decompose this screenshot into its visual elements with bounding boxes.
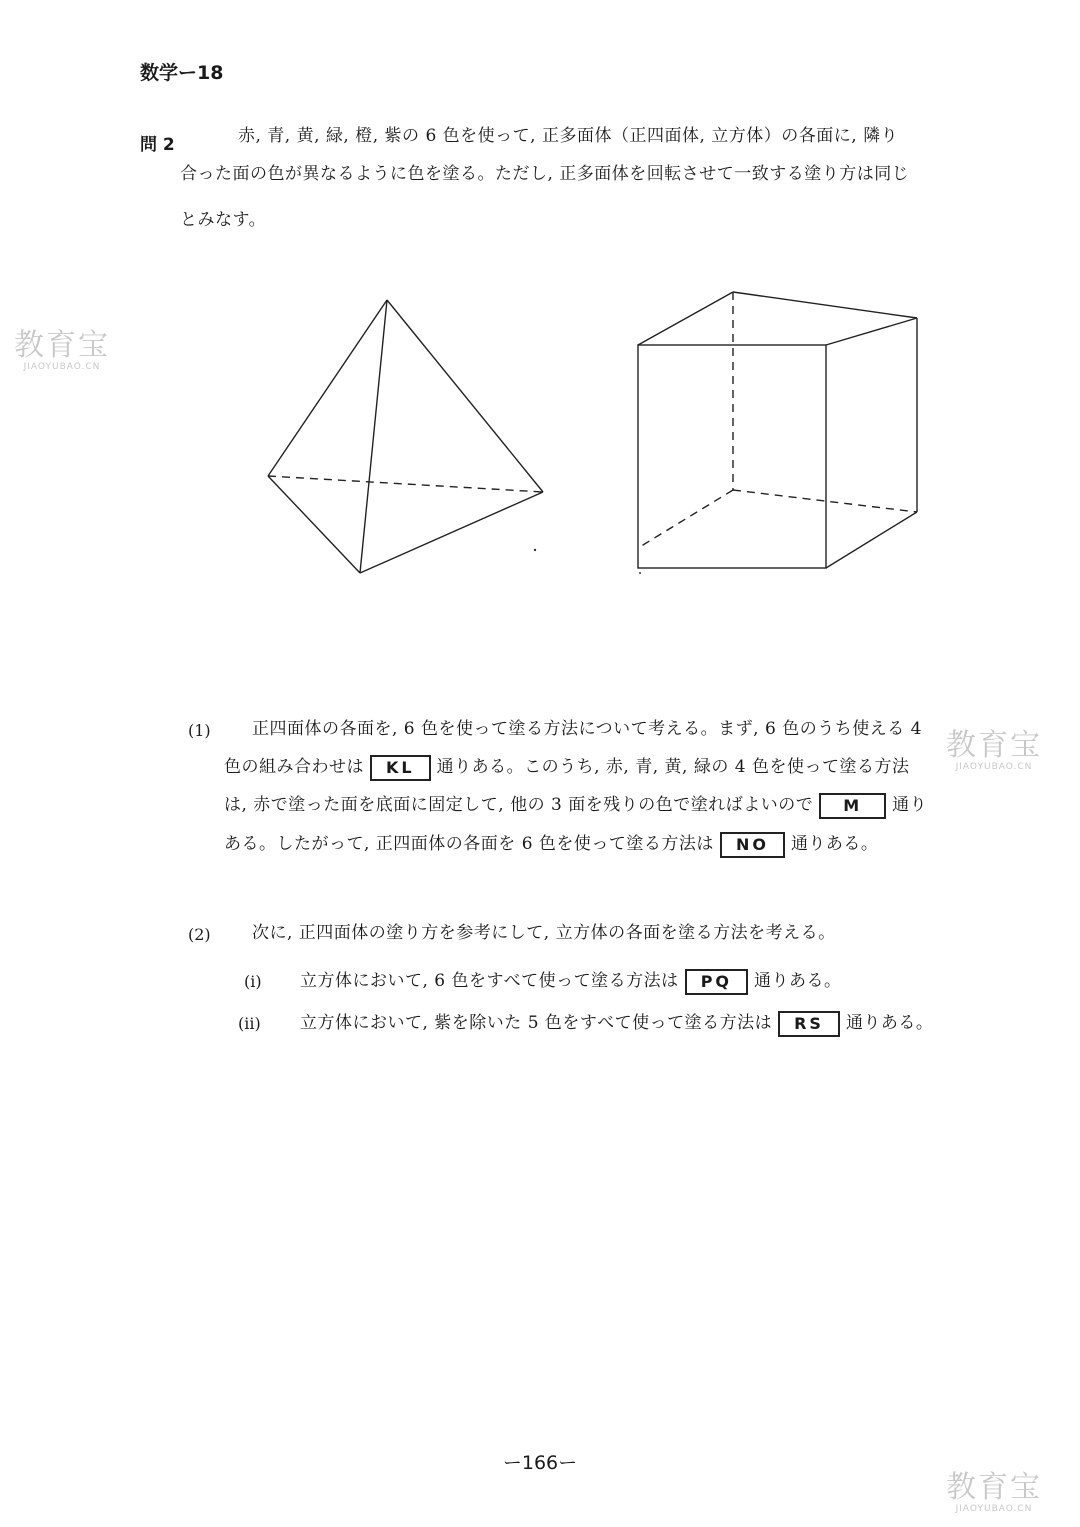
question-line-1: 赤, 青, 黄, 緑, 橙, 紫の 6 色を使って, 正多面体（正四面体, 立方体）の各面に, 隣り [238, 126, 899, 146]
question-label: 問 2 [140, 135, 175, 155]
part2-number: (2) [188, 925, 211, 944]
watermark-name: 教育宝 [14, 328, 110, 363]
part2-intro: 次に, 正四面体の塗り方を参考にして, 立方体の各面を塗る方法を考える。 [252, 923, 836, 943]
part2-i-text-a: 立方体において, 6 色をすべて使って塗る方法は [300, 971, 679, 991]
part2-i-number: (i) [244, 972, 262, 991]
part2-ii-text-b: 通りある。 [845, 1013, 934, 1033]
part2-ii-text-a: 立方体において, 紫を除いた 5 色をすべて使って塗る方法は [300, 1013, 773, 1033]
part2-ii-line [300, 1008, 933, 1037]
answer-box-kl: KL [370, 755, 431, 781]
watermark-name: 教育宝 [946, 728, 1042, 763]
page-header: 数学ー18 [140, 62, 224, 84]
watermark-url: JIAOYUBAO.CN [23, 362, 101, 372]
watermark-right [946, 730, 1042, 772]
part1-line-4-text-a: ある。したがって, 正四面体の各面を 6 色を使って塗る方法は [224, 834, 714, 854]
tetrahedron-figure [268, 300, 543, 573]
watermark-left [14, 330, 110, 372]
part2-ii-number: (ii) [238, 1014, 261, 1033]
watermark-name: 教育宝 [946, 1470, 1042, 1505]
answer-box-rs: RS [778, 1011, 840, 1037]
answer-box-m: M [819, 793, 886, 819]
part2-i-line [300, 966, 842, 995]
watermark-bottom [946, 1472, 1042, 1514]
part1-line-1: 正四面体の各面を, 6 色を使って塗る方法について考える。まず, 6 色のうち使える 4 [252, 719, 922, 739]
part1-line-2 [224, 752, 909, 781]
page-number: ー166ー [502, 1452, 578, 1474]
answer-box-pq: PQ [685, 969, 748, 995]
cube-figure [638, 292, 917, 568]
part2-i-text-b: 通りある。 [754, 971, 842, 991]
part1-line-4-text-b: 通りある。 [790, 834, 879, 854]
question-line-2: 合った面の色が異なるように色を塗る。ただし, 正多面体を回転させて一致する塗り方は同じ [180, 164, 910, 184]
watermark-url: JIAOYUBAO.CN [955, 1504, 1033, 1514]
part1-line-3-text-a: は, 赤で塗った面を底面に固定して, 他の 3 面を残りの色で塗ればよいので [224, 795, 814, 815]
question-line-3: とみなす。 [180, 210, 267, 230]
part1-line-2-text-a: 色の組み合わせは [224, 757, 364, 777]
part1-number: (1) [188, 721, 211, 740]
watermark-url: JIAOYUBAO.CN [955, 762, 1033, 772]
part1-line-2-text-b: 通りある。このうち, 赤, 青, 黄, 緑の 4 色を使って塗る方法 [436, 757, 910, 777]
part1-line-3 [224, 790, 927, 819]
answer-box-no: NO [720, 832, 785, 858]
part1-line-3-text-b: 通り [892, 795, 928, 815]
part1-line-4 [224, 829, 878, 858]
